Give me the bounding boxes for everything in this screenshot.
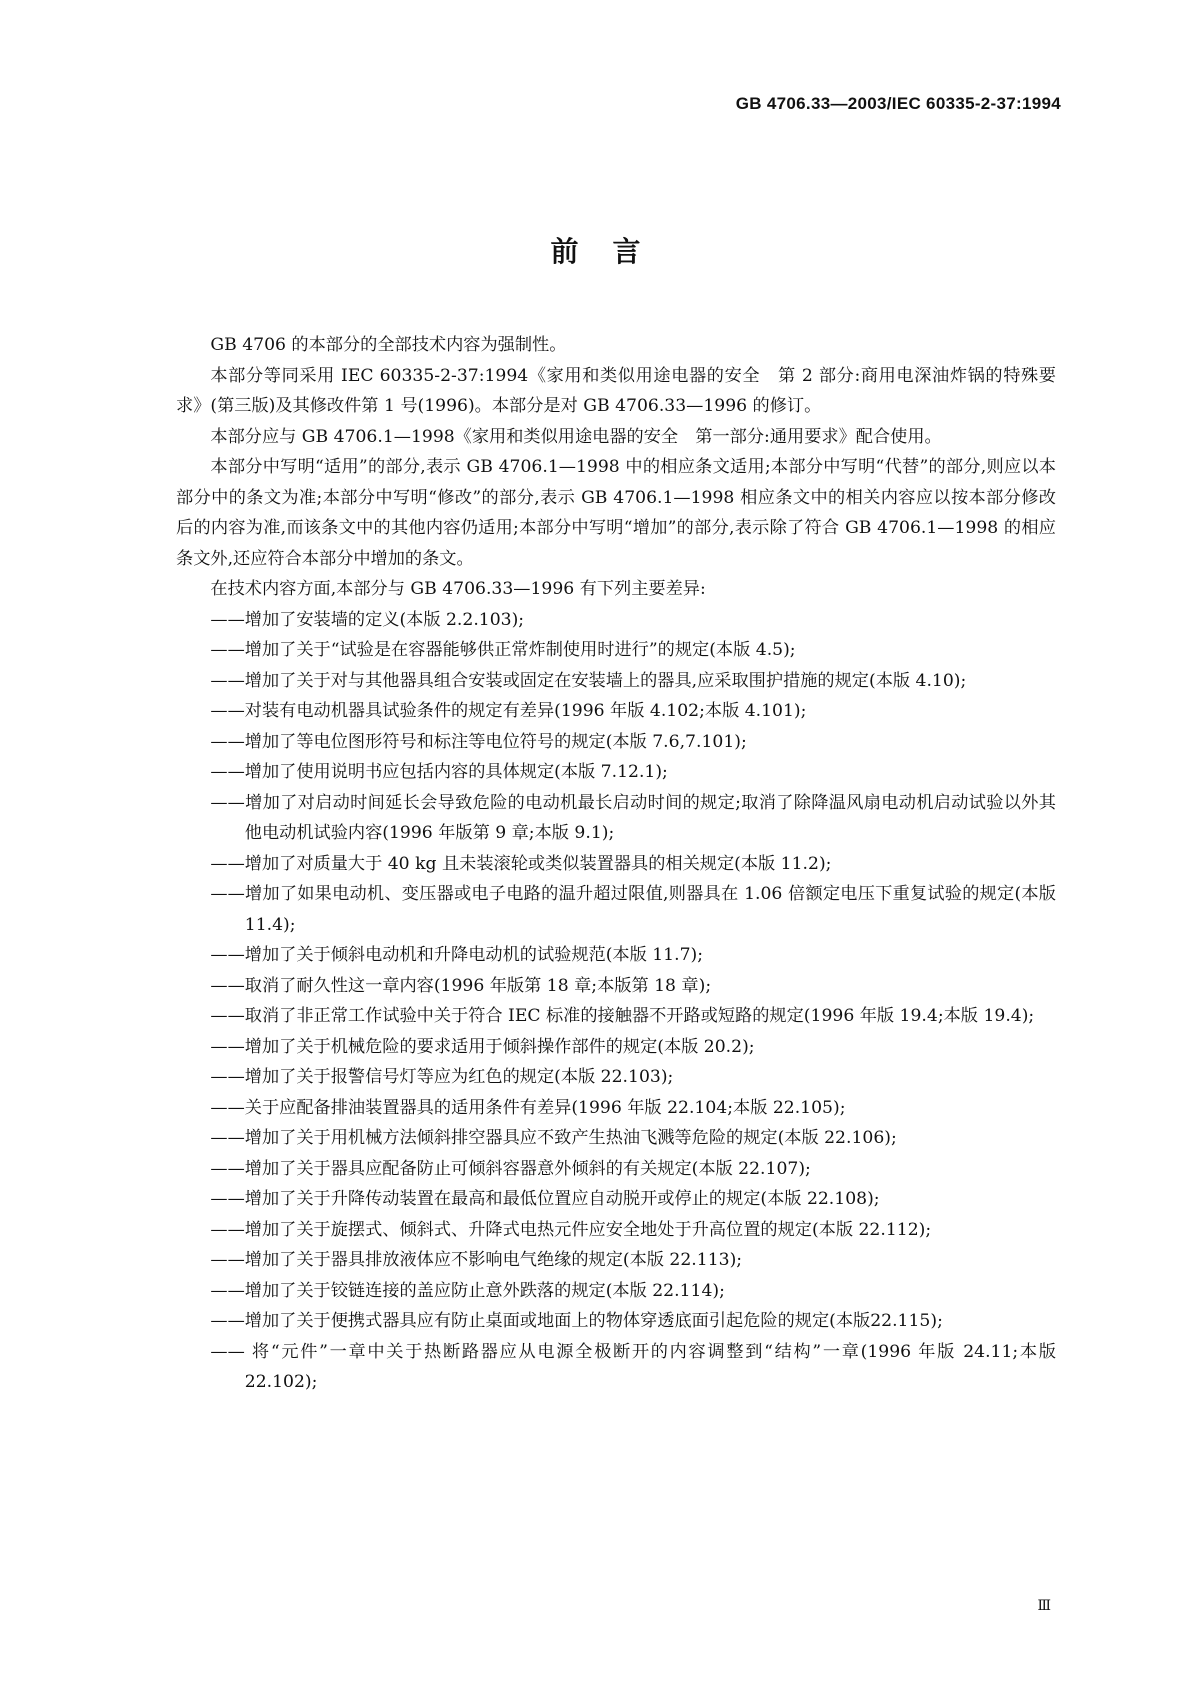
page-number: Ⅲ: [1037, 1598, 1051, 1614]
difference-item: ——增加了使用说明书应包括内容的具体规定(本版 7.12.1);: [210, 762, 668, 782]
difference-item: ——增加了关于升降传动装置在最高和最低位置应自动脱开或停止的规定(本版 22.108);: [210, 1189, 880, 1209]
difference-item: ——增加了关于旋摆式、倾斜式、升降式电热元件应安全地处于升高位置的规定(本版 22.112);: [210, 1219, 932, 1240]
difference-item: ——增加了关于用机械方法倾斜排空器具应不致产生热油飞溅等危险的规定(本版 22.106);: [210, 1128, 897, 1148]
difference-item: ——对装有电动机器具试验条件的规定有差异(1996 年版 4.102;本版 4.101);: [210, 701, 807, 721]
difference-item: ——增加了等电位图形符号和标注等电位符号的规定(本版 7.6,7.101);: [210, 731, 747, 752]
difference-item: ——取消了非正常工作试验中关于符合 IEC 标准的接触器不开路或短路的规定(1996 年版 19.4;本版 19.4);: [210, 1006, 1035, 1026]
paragraph: 在技术内容方面,本部分与 GB 4706.33—1996 有下列主要差异:: [210, 579, 706, 599]
standard-code: GB 4706.33—2003/IEC 60335-2-37:1994: [735, 94, 1061, 113]
difference-item: ——增加了关于器具应配备防止可倾斜容器意外倾斜的有关规定(本版 22.107);: [210, 1158, 811, 1179]
difference-item: ——增加了如果电动机、变压器或电子电路的温升超过限值,则器具在 1.06 倍额定电压下重复试验的规定(本版 11.4);: [210, 884, 1056, 935]
paragraph: 本部分等同采用 IEC 60335-2-37:1994《家用和类似用途电器的安全 第 2 部分:商用电深油炸锅的特殊要求》(第三版)及其修改件第 1 号(1996)。本部分是对 GB 4706.33—1996 的修订。: [176, 365, 1056, 416]
paragraph: GB 4706 的本部分的全部技术内容为强制性。: [210, 335, 567, 355]
difference-item: ——增加了关于“试验是在容器能够供正常炸制使用时进行”的规定(本版 4.5);: [210, 640, 796, 660]
difference-item: ——取消了耐久性这一章内容(1996 年版第 18 章;本版第 18 章);: [210, 975, 712, 996]
difference-item: ——关于应配备排油装置器具的适用条件有差异(1996 年版 22.104;本版 22.105);: [210, 1097, 846, 1118]
difference-item: ——增加了关于器具排放液体应不影响电气绝缘的规定(本版 22.113);: [210, 1250, 743, 1270]
paragraph: 本部分中写明“适用”的部分,表示 GB 4706.1—1998 中的相应条文适用;本部分中写明“代替”的部分,则应以本部分中的条文为准;本部分中写明“修改”的部分,表示 GB 4706.1—1998 相应条文中的相关内容应以按本部分修改后的内容为准,而该条文中的其他内容仍适用;本部分中写明“增加”的部分,表示除了符合 GB 4706.1—1998 的相应条文外,还应符合本部分中增加的条文。: [176, 457, 1056, 569]
difference-item: ——增加了关于铰链连接的盖应防止意外跌落的规定(本版 22.114);: [210, 1280, 725, 1301]
difference-item: ——增加了关于对与其他器具组合安装或固定在安装墙上的器具,应采取围护措施的规定(本版 4.10);: [210, 670, 967, 691]
difference-item: ——增加了对质量大于 40 kg 且未装滚轮或类似装置器具的相关规定(本版 11.2);: [210, 853, 832, 874]
difference-item: ——增加了对启动时间延长会导致危险的电动机最长启动时间的规定;取消了除降温风扇电动机启动试验以外其他电动机试验内容(1996 年版第 9 章;本版 9.1);: [210, 792, 1056, 843]
difference-item: ——增加了关于倾斜电动机和升降电动机的试验规范(本版 11.7);: [210, 945, 704, 965]
difference-item: ——增加了关于报警信号灯等应为红色的规定(本版 22.103);: [210, 1067, 674, 1087]
difference-item: ——增加了关于机械危险的要求适用于倾斜操作部件的规定(本版 20.2);: [210, 1036, 755, 1057]
page-title: 前言: [550, 235, 675, 268]
difference-item: ——增加了安装墙的定义(本版 2.2.103);: [210, 609, 525, 630]
difference-item: —— 将“元件”一章中关于热断路器应从电源全极断开的内容调整到“结构”一章(1996 年版 24.11;本版 22.102);: [210, 1341, 1056, 1392]
paragraph: 本部分应与 GB 4706.1—1998《家用和类似用途电器的安全 第一部分:通用要求》配合使用。: [210, 426, 942, 447]
difference-item: ——增加了关于便携式器具应有防止桌面或地面上的物体穿透底面引起危险的规定(本版22.115);: [210, 1311, 943, 1331]
document-body: [176, 330, 1056, 1398]
